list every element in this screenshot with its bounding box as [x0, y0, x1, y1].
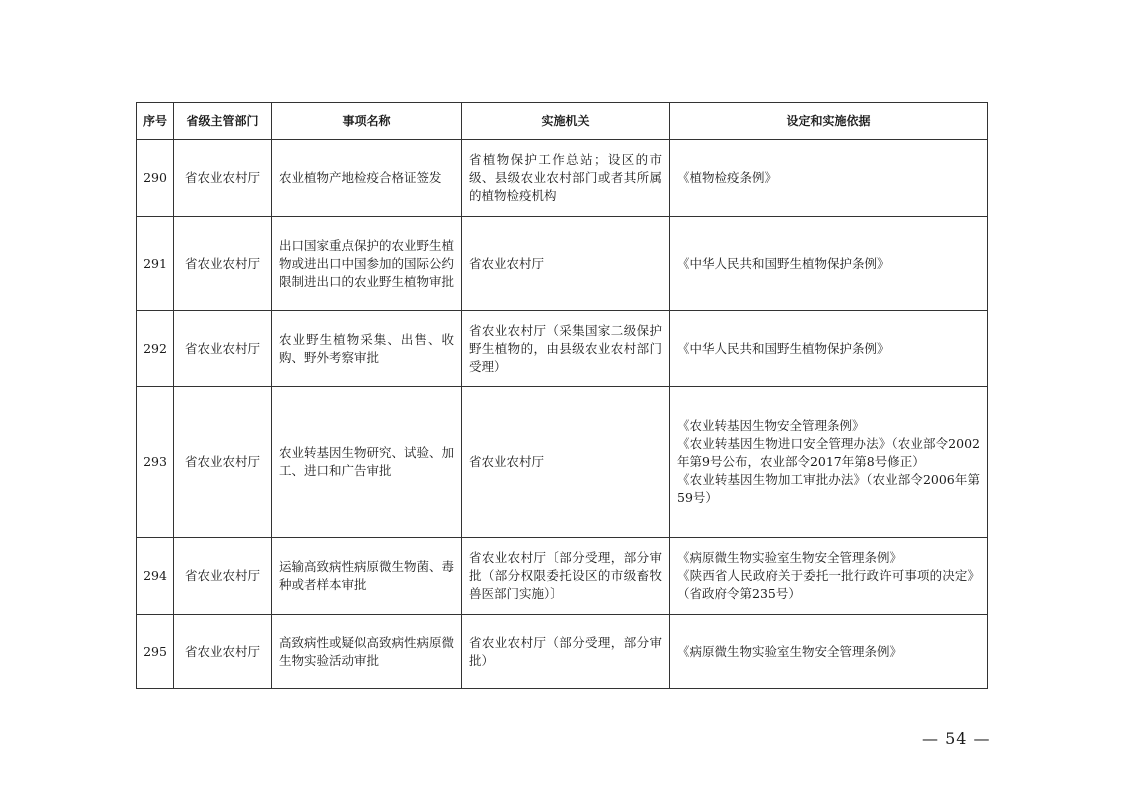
basis-line: 《农业转基因生物加工审批办法》（农业部令2006年第59号） — [677, 472, 980, 505]
header-basis: 设定和实施依据 — [670, 103, 988, 140]
basis-line: 《病原微生物实验室生物安全管理条例》 — [677, 550, 903, 565]
row-serial: 291 — [137, 217, 174, 311]
row-agency: 省农业农村厅〔部分受理，部分审批（部分权限委托设区的市级畜牧兽医部门实施）〕 — [462, 538, 670, 615]
basis-line: 《病原微生物实验室生物安全管理条例》 — [677, 643, 903, 659]
row-basis — [670, 387, 988, 538]
row-department: 省农业农村厅 — [174, 387, 272, 538]
row-serial: 293 — [137, 387, 174, 538]
basis-line: 《中华人民共和国野生植物保护条例》 — [677, 340, 890, 356]
table-row — [137, 311, 988, 387]
row-item-name: 运输高致病性病原微生物菌、毒种或者样本审批 — [272, 538, 462, 615]
row-basis — [670, 217, 988, 311]
row-serial: 292 — [137, 311, 174, 387]
basis-line: 《农业转基因生物进口安全管理办法》（农业部令2002年第9号公布，农业部令2017年第8号修正） — [677, 436, 980, 469]
table-row — [137, 615, 988, 689]
row-basis — [670, 615, 988, 689]
row-department: 省农业农村厅 — [174, 311, 272, 387]
row-item-name: 高致病性或疑似高致病性病原微生物实验活动审批 — [272, 615, 462, 689]
table-row — [137, 217, 988, 311]
table-header-row — [137, 103, 988, 140]
row-serial: 290 — [137, 140, 174, 217]
row-agency: 省农业农村厅 — [462, 387, 670, 538]
basis-line: 《植物检疫条例》 — [677, 170, 778, 185]
row-basis — [670, 140, 988, 217]
row-basis — [670, 538, 988, 615]
row-item-name: 农业转基因生物研究、试验、加工、进口和广告审批 — [272, 387, 462, 538]
row-item-name: 农业植物产地检疫合格证签发 — [272, 140, 462, 217]
header-agency: 实施机关 — [462, 103, 670, 140]
basis-line: 《农业转基因生物安全管理条例》 — [677, 418, 865, 433]
row-basis — [670, 311, 988, 387]
page-number: — 54 — — [922, 729, 991, 748]
document-table-area — [136, 102, 987, 689]
table-row — [137, 538, 988, 615]
row-department: 省农业农村厅 — [174, 217, 272, 311]
row-department: 省农业农村厅 — [174, 538, 272, 615]
row-agency: 省植物保护工作总站；设区的市级、县级农业农村部门或者其所属的植物检疫机构 — [462, 140, 670, 217]
row-serial: 294 — [137, 538, 174, 615]
basis-line: 《陕西省人民政府关于委托一批行政许可事项的决定》（省政府令第235号） — [677, 568, 980, 601]
row-serial: 295 — [137, 615, 174, 689]
row-department: 省农业农村厅 — [174, 140, 272, 217]
basis-line: 《中华人民共和国野生植物保护条例》 — [677, 255, 890, 271]
row-agency: 省农业农村厅（采集国家二级保护野生植物的，由县级农业农村部门受理） — [462, 311, 670, 387]
header-item-name: 事项名称 — [272, 103, 462, 140]
header-department: 省级主管部门 — [174, 103, 272, 140]
row-agency: 省农业农村厅（部分受理，部分审批） — [462, 615, 670, 689]
row-item-name: 出口国家重点保护的农业野生植物或进出口中国参加的国际公约限制进出口的农业野生植物审批 — [272, 217, 462, 311]
row-agency: 省农业农村厅 — [462, 217, 670, 311]
table-row — [137, 140, 988, 217]
header-serial: 序号 — [137, 103, 174, 140]
row-item-name: 农业野生植物采集、出售、收购、野外考察审批 — [272, 311, 462, 387]
table-row — [137, 387, 988, 538]
row-department: 省农业农村厅 — [174, 615, 272, 689]
approval-items-table — [136, 102, 988, 689]
